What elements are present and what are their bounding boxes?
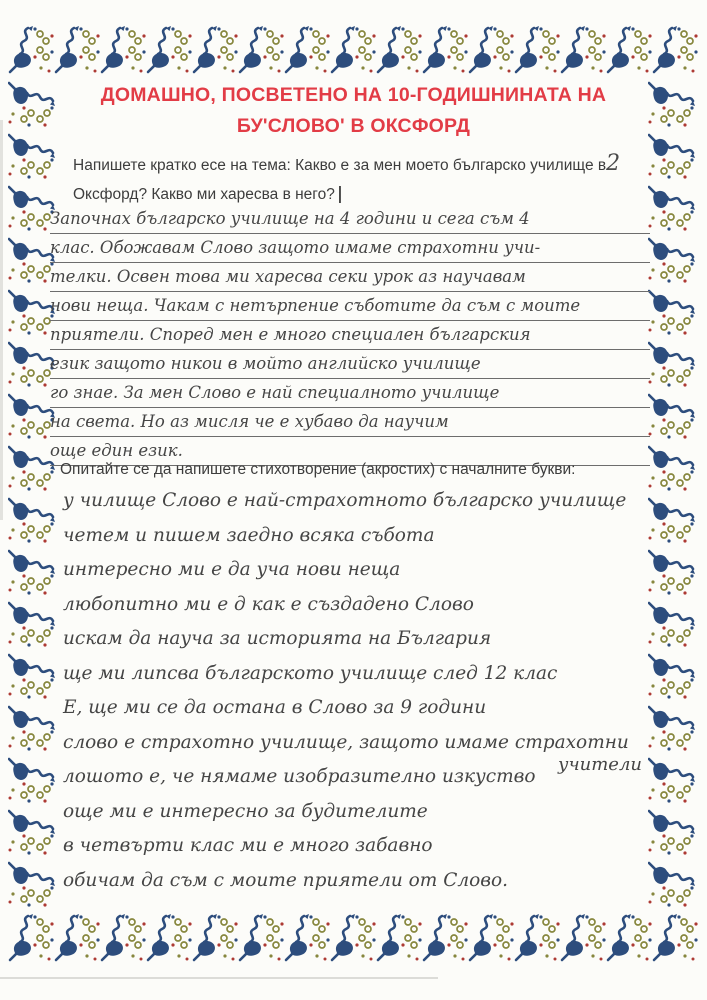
party-streamer-icon xyxy=(422,24,468,76)
party-streamer-icon xyxy=(330,24,376,76)
acrostic-overflow-word: учители xyxy=(558,754,643,775)
acrostic-line: у чилище Слово е най-страхотното българско училище xyxy=(63,490,627,511)
party-streamer-icon xyxy=(468,912,514,964)
border-bottom xyxy=(8,912,700,964)
party-streamer-icon xyxy=(54,24,100,76)
party-streamer-icon xyxy=(8,549,57,595)
acrostic-line: още ми е интересно за будителите xyxy=(63,800,428,822)
scan-line-artifact xyxy=(0,977,438,979)
essay-line: телки. Освен това ми харесва секи урок аз научавам xyxy=(50,263,650,292)
acrostic-line: Е, ще ми се да остана в Слово за 9 години xyxy=(63,697,487,718)
party-streamer-icon xyxy=(192,24,238,76)
party-streamer-icon xyxy=(514,24,560,76)
border-left xyxy=(8,78,60,912)
page-title xyxy=(0,80,707,142)
page-title-line1: ДОМАШНО, ПОСВЕТЕНО НА 10-ГОДИШНИНАТА НА xyxy=(100,84,607,106)
party-streamer-icon xyxy=(8,705,57,751)
essay-prompt-line1: Напишете кратко есе на тема: Какво е за мен моето българско училище в2 xyxy=(73,151,621,176)
acrostic-line: лошото е, че нямаме изобразително изкуство xyxy=(63,766,536,787)
party-streamer-icon xyxy=(284,912,330,964)
party-streamer-icon xyxy=(8,24,54,76)
party-streamer-icon xyxy=(146,24,192,76)
acrostic-line: ще ми липсва българското училище след 12 клас xyxy=(63,662,558,684)
party-streamer-icon xyxy=(330,912,376,964)
page-title-line2: БУ'СЛОВО' В ОКСФОРД xyxy=(236,115,471,137)
essay-line: го знае. За мен Слово е най специалното училище xyxy=(50,379,650,408)
party-streamer-icon xyxy=(8,809,57,855)
acrostic-line: в четвърти клас ми е много забавно xyxy=(63,835,433,856)
handwritten-acrostic xyxy=(63,484,663,898)
party-streamer-icon xyxy=(8,912,54,964)
border-top xyxy=(8,24,700,76)
party-streamer-icon xyxy=(8,757,57,803)
party-streamer-icon xyxy=(648,393,697,439)
essay-line: на света. Но аз мисля че е хубаво да научим xyxy=(50,408,650,437)
party-streamer-icon xyxy=(648,237,697,283)
party-streamer-icon xyxy=(54,912,100,964)
essay-line: език защото никои в мойто английско училище xyxy=(50,350,650,379)
party-streamer-icon xyxy=(468,24,514,76)
party-streamer-icon xyxy=(100,912,146,964)
essay-prompt-line2: Оксфорд? Какво ми харесва в него? | xyxy=(73,184,344,204)
party-streamer-icon xyxy=(238,24,284,76)
party-streamer-icon xyxy=(422,912,468,964)
party-streamer-icon xyxy=(238,912,284,964)
essay-line: Започнах българско училище на 4 години и сега съм 4 xyxy=(50,205,650,234)
essay-line: нови неща. Чакам с нетърпение съботите да съм с моите xyxy=(50,292,650,321)
acrostic-line: любопитно ми е д как е създадено Слово xyxy=(63,593,474,615)
party-streamer-icon xyxy=(8,497,57,543)
acrostic-line: искам да науча за историята на България xyxy=(63,628,492,649)
party-streamer-icon xyxy=(100,24,146,76)
party-streamer-icon xyxy=(376,912,422,964)
party-streamer-icon xyxy=(648,341,697,387)
acrostic-line: слово е страхотно училище, защото имаме страхотни xyxy=(63,731,629,753)
essay-prompt xyxy=(73,149,633,209)
party-streamer-icon xyxy=(284,24,330,76)
acrostic-prompt: Опитайте се да напишете стихотворение (акростих) с началните букви: xyxy=(60,461,576,478)
party-streamer-icon xyxy=(8,861,57,907)
party-streamer-icon xyxy=(652,24,698,76)
party-streamer-icon xyxy=(8,653,57,699)
essay-line: още един език. xyxy=(50,437,650,466)
acrostic-line: четем и пишем заедно всяка събота xyxy=(63,524,435,546)
party-streamer-icon xyxy=(560,912,606,964)
acrostic-line: обичам да съм с моите приятели от Слово. xyxy=(63,869,509,891)
handwritten-essay xyxy=(50,205,650,466)
party-streamer-icon xyxy=(560,24,606,76)
acrostic-line: интересно ми е да уча нови неща xyxy=(63,559,401,580)
party-streamer-icon xyxy=(606,912,652,964)
essay-line: приятели. Според мен е много специален българския xyxy=(50,321,650,350)
party-streamer-icon xyxy=(514,912,560,964)
party-streamer-icon xyxy=(192,912,238,964)
handwritten-annotation: 2 xyxy=(606,151,621,176)
party-streamer-icon xyxy=(376,24,422,76)
party-streamer-icon xyxy=(648,185,697,231)
handwritten-mark: | xyxy=(336,184,344,204)
scan-edge-artifact xyxy=(0,120,3,520)
party-streamer-icon xyxy=(652,912,698,964)
party-streamer-icon xyxy=(8,601,57,647)
party-streamer-icon xyxy=(648,289,697,335)
essay-line: клас. Обожавам Слово защото имаме страхотни учи- xyxy=(50,234,650,263)
party-streamer-icon xyxy=(146,912,192,964)
party-streamer-icon xyxy=(606,24,652,76)
